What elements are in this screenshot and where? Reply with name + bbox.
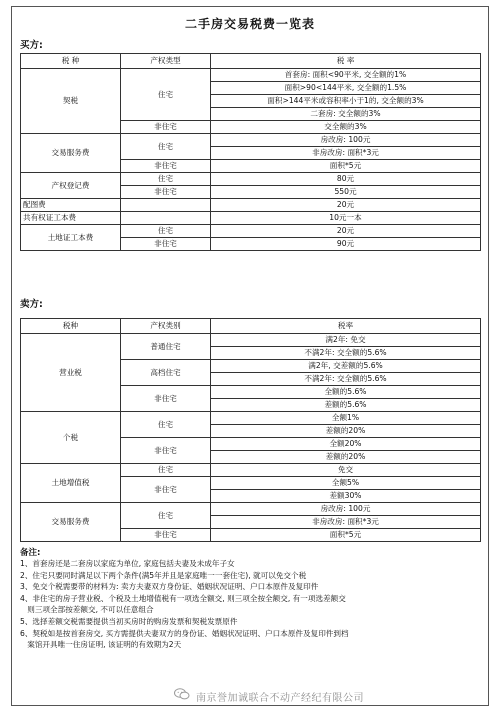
tax-type-cell: 交易服务费 xyxy=(21,134,121,173)
note-line: 则三项全部按差额交, 不可以任意组合 xyxy=(20,605,154,615)
rate-cell: 差额30% xyxy=(211,490,481,503)
buyer-section-label: 买方: xyxy=(20,40,43,51)
property-type-cell: 非住宅 xyxy=(121,386,211,412)
rate-cell: 不满2年: 交全额的5.6% xyxy=(211,373,481,386)
rate-cell: 满2年, 交差额的5.6% xyxy=(211,360,481,373)
property-type-cell: 住宅 xyxy=(121,69,211,121)
table-header-row xyxy=(21,319,481,334)
rate-cell: 面积*5元 xyxy=(211,160,481,173)
rate-cell: 首套房: 面积<90平米, 交全额的1% xyxy=(211,69,481,82)
table-row xyxy=(21,334,481,347)
tax-type-cell: 土地证工本费 xyxy=(21,225,121,251)
rate-cell: 非房改房: 面积*3元 xyxy=(211,516,481,529)
rate-cell: 面积>144平米或容积率小于1的, 交全额的3% xyxy=(211,95,481,108)
table-blank-row xyxy=(21,251,481,274)
page-title: 二手房交易税费一览表 xyxy=(184,17,315,31)
note-line: 2、住宅只要同时满足以下两个条件(满5年并且是家庭唯一一套住宅), 就可以免交个税 xyxy=(20,570,307,580)
rate-cell: 面积*5元 xyxy=(211,529,481,542)
document-page xyxy=(11,6,489,706)
rate-cell: 90元 xyxy=(211,238,481,251)
table-row xyxy=(21,69,481,82)
property-type-cell: 住宅 xyxy=(121,503,211,529)
note-line: 5、选择差额交税需要提供当初买房时的购房发票和契税发票原件 xyxy=(20,616,238,626)
property-type-cell: 住宅 xyxy=(121,134,211,160)
table-row xyxy=(21,464,481,477)
rate-cell: 80元 xyxy=(211,173,481,186)
property-type-cell: 非住宅 xyxy=(121,477,211,503)
property-type-cell: 住宅 xyxy=(121,412,211,438)
rate-cell: 非房改房: 面积*3元 xyxy=(211,147,481,160)
tax-type-cell: 契税 xyxy=(21,69,121,134)
table-row xyxy=(21,199,481,212)
table-row xyxy=(21,134,481,147)
notes-list xyxy=(20,558,482,651)
header-tax-type: 税 种 xyxy=(21,54,121,69)
rate-cell: 20元 xyxy=(211,199,481,212)
header-tax-rate: 税率 xyxy=(211,319,481,334)
table-row xyxy=(21,212,481,225)
table-row xyxy=(21,225,481,238)
note-line: 6、契税如是按首套房交, 买方需提供夫妻双方的身份证、婚姻状况证明、户口本原件及复印件到档 xyxy=(20,628,349,638)
table-row xyxy=(21,173,481,186)
property-type-cell: 住宅 xyxy=(121,173,211,186)
header-property-type: 产权类别 xyxy=(121,319,211,334)
table-row xyxy=(21,412,481,425)
rate-cell: 房改房: 100元 xyxy=(211,134,481,147)
property-type-cell xyxy=(121,212,211,225)
note-line: 3、免交个税需要带的材料为: 卖方夫妻双方身份证、婚姻状况证明、户口本原件及复印件 xyxy=(20,582,319,592)
note-line: 1、首套房还是二套房以家庭为单位, 家庭包括夫妻及未成年子女 xyxy=(20,559,235,568)
rate-cell: 满2年: 免交 xyxy=(211,334,481,347)
watermark-text: 南京誉加诚联合不动产经纪有限公司 xyxy=(196,693,364,704)
note-line: 案馆开具唯一住房证明, 该证明的有效期为2天 xyxy=(20,640,182,650)
rate-cell: 面积>90<144平米, 交全额的1.5% xyxy=(211,82,481,95)
property-type-cell: 非住宅 xyxy=(121,529,211,542)
rate-cell: 全额的5.6% xyxy=(211,386,481,399)
property-type-cell: 非住宅 xyxy=(121,238,211,251)
property-type-cell: 非住宅 xyxy=(121,186,211,199)
rate-cell: 550元 xyxy=(211,186,481,199)
table-row xyxy=(21,503,481,516)
rate-cell: 差额的5.6% xyxy=(211,399,481,412)
rate-cell: 10元一本 xyxy=(211,212,481,225)
rate-cell: 交全额的3% xyxy=(211,121,481,134)
rate-cell: 二套房: 交全额的3% xyxy=(211,108,481,121)
tax-type-cell: 配图费 xyxy=(21,199,121,212)
header-tax-type: 税种 xyxy=(21,319,121,334)
tax-type-cell: 土地增值税 xyxy=(21,464,121,503)
rate-cell: 全额1% xyxy=(211,412,481,425)
wechat-icon xyxy=(174,688,190,700)
property-type-cell: 普通住宅 xyxy=(121,334,211,360)
tax-type-cell: 产权登记费 xyxy=(21,173,121,199)
rate-cell: 全额5% xyxy=(211,477,481,490)
note-line: 4、非住宅的房子营业税、个税及土地增值税有一项选全额交, 则三项全按全额交, 有一项选差额交 xyxy=(20,593,346,603)
property-type-cell: 非住宅 xyxy=(121,160,211,173)
header-tax-rate: 税 率 xyxy=(211,54,481,69)
rate-cell: 不满2年: 交全额的5.6% xyxy=(211,347,481,360)
rate-cell: 全额20% xyxy=(211,438,481,451)
property-type-cell: 住宅 xyxy=(121,464,211,477)
header-property-type: 产权类型 xyxy=(121,54,211,69)
buyer-tax-table xyxy=(20,53,481,274)
rate-cell: 房改房: 100元 xyxy=(211,503,481,516)
rate-cell: 差额的20% xyxy=(211,425,481,438)
blank-cell xyxy=(21,251,481,274)
rate-cell: 差额的20% xyxy=(211,451,481,464)
table-header-row xyxy=(21,54,481,69)
tax-type-cell: 共有权证工本费 xyxy=(21,212,121,225)
notes-title: 备注: xyxy=(20,548,41,558)
rate-cell: 免交 xyxy=(211,464,481,477)
tax-type-cell: 个税 xyxy=(21,412,121,464)
property-type-cell: 非住宅 xyxy=(121,438,211,464)
property-type-cell xyxy=(121,199,211,212)
tax-type-cell: 交易服务费 xyxy=(21,503,121,542)
seller-tax-table xyxy=(20,318,481,542)
rate-cell: 20元 xyxy=(211,225,481,238)
property-type-cell: 非住宅 xyxy=(121,121,211,134)
tax-type-cell: 营业税 xyxy=(21,334,121,412)
property-type-cell: 高档住宅 xyxy=(121,360,211,386)
seller-section-label: 卖方: xyxy=(20,299,43,310)
property-type-cell: 住宅 xyxy=(121,225,211,238)
